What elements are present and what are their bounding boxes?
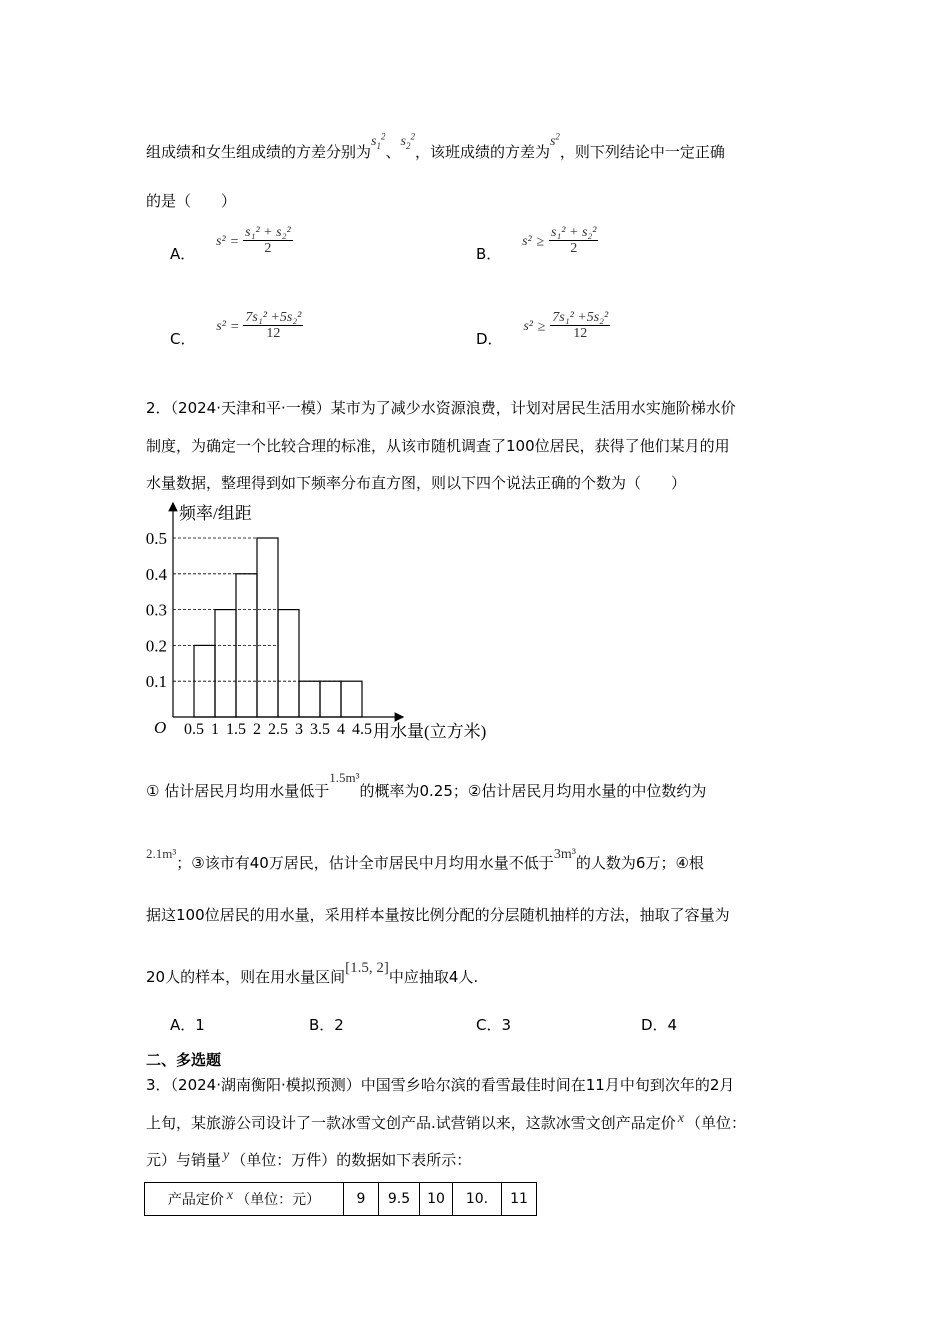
fraction-denominator: 2	[264, 241, 272, 257]
option-fraction	[550, 310, 610, 342]
statement-3-a: ；③该市有40万居民，估计全市居民中月均用水量不低于	[176, 854, 554, 872]
s1-squared: $s_1^2$	[371, 131, 386, 151]
fraction-denominator: 2	[570, 241, 578, 257]
fraction-numerator: s₁² + s₂²	[550, 225, 597, 240]
table-cell: 11	[502, 1183, 537, 1216]
q1-option-a[interactable]	[170, 225, 293, 264]
y-axis-label: 频率/组距	[179, 504, 252, 523]
s2-squared: $s_2^2$	[400, 131, 415, 151]
q2-statement-line1	[146, 770, 707, 801]
statement-1-b: 的概率为0.25；②估计居民月均用水量的中位数约为	[359, 782, 707, 800]
x-tick-label: 2.5	[268, 721, 288, 738]
q1-option-b[interactable]	[476, 225, 598, 264]
option-label: B．	[476, 245, 502, 264]
histogram-bar	[278, 610, 299, 717]
question-source: （2024·天津和平·一模）	[170, 399, 331, 417]
q2-line2: 制度，为确定一个比较合理的标准，从该市随机调查了100位居民，获得了他们某月的用	[146, 437, 730, 455]
q1-line1-a: 组成绩和女生组成绩的方差分别为	[146, 143, 372, 161]
option-label: A．	[170, 245, 196, 264]
q3-line3-a: 元）与销量	[146, 1151, 222, 1169]
q2-line1	[146, 397, 736, 418]
origin-label: O	[154, 718, 167, 737]
option-op: =	[230, 234, 239, 250]
statement-3-b: 的人数为6万；④根	[575, 854, 704, 872]
header-text-b: （单位：元）	[236, 1192, 321, 1208]
statement-4-a: 20人的样本，则在用水量区间	[146, 968, 346, 986]
table-cell: 10.	[453, 1183, 502, 1216]
y-tick-label: 0.1	[145, 672, 167, 692]
q2-statement-line4	[146, 960, 479, 987]
q1-line1-b: 、	[385, 143, 401, 161]
unit-1-5m3: 1.5m³	[329, 770, 360, 785]
option-op: ≥	[537, 319, 546, 335]
choice-a[interactable]: A．1	[170, 1016, 205, 1034]
q1-option-d[interactable]	[476, 310, 610, 349]
s-squared: $s^2$	[549, 131, 560, 149]
x-tick-label: 0.5	[184, 721, 204, 738]
q3-line3-b: （单位：万件）的数据如下表所示：	[231, 1151, 472, 1169]
y-tick-label: 0.4	[145, 564, 167, 584]
q2-line1-text: 某市为了减少水资源浪费，计划对居民生活用水实施阶梯水价	[330, 399, 736, 417]
option-fraction	[549, 225, 598, 257]
table-header-cell	[145, 1183, 344, 1216]
q1-line2: 的是（ ）	[146, 192, 237, 210]
x-tick-label: 3.5	[310, 721, 330, 738]
median-value: 2.1m³	[146, 846, 177, 861]
statement-1-a: ① 估计居民月均用水量低于	[146, 782, 330, 800]
section-title: 二、多选题	[146, 1051, 222, 1069]
table-cell: 9.5	[379, 1183, 420, 1216]
histogram-bar	[341, 681, 362, 717]
histogram-bar	[299, 681, 320, 717]
q1-line1	[146, 131, 725, 163]
unit-3m3: 3m³	[553, 847, 576, 862]
option-label: D．	[476, 330, 503, 349]
fraction-denominator: 12	[266, 326, 281, 342]
q2-statement-line2	[146, 846, 704, 873]
q1-line1-d: ，则下列结论中一定正确	[559, 143, 725, 161]
question-number: 2．	[146, 399, 171, 417]
y-tick-label: 0.2	[145, 636, 167, 656]
histogram-bar	[215, 610, 236, 717]
table-cell: 10	[420, 1183, 453, 1216]
fraction-numerator: 7s₁² +5s₂²	[552, 310, 609, 325]
option-lhs: s²	[522, 234, 532, 250]
option-fraction	[243, 310, 303, 342]
choice-c[interactable]: C．3	[476, 1016, 512, 1034]
option-label: C．	[170, 330, 196, 349]
x-tick-label: 3	[295, 721, 303, 738]
fraction-denominator: 12	[573, 326, 588, 342]
option-op: ≥	[536, 234, 545, 250]
x-axis-label: 用水量(立方米)	[373, 722, 487, 741]
choice-b[interactable]: B．2	[309, 1016, 344, 1034]
option-lhs: s²	[216, 319, 226, 335]
choice-d[interactable]: D．4	[641, 1016, 678, 1034]
q2-statement-line3: 据这100位居民的用水量，采用样本量按比例分配的分层随机抽样的方法，抽取了容量为	[146, 906, 730, 924]
x-tick-label: 2	[253, 721, 261, 738]
option-lhs: s²	[216, 234, 226, 250]
q3-line2-a: 上旬，某旅游公司设计了一款冰雪文创产品.试营销以来，这款冰雪文创产品定价	[146, 1114, 676, 1132]
fraction-numerator: 7s₁² +5s₂²	[245, 310, 302, 325]
table-cell: 9	[344, 1183, 379, 1216]
y-tick-label: 0.5	[145, 529, 167, 548]
statement-4-b: 中应抽取4人.	[388, 968, 479, 986]
fraction-numerator: s₁² + s₂²	[245, 225, 291, 240]
histogram-bar	[257, 538, 278, 717]
option-fraction	[243, 225, 292, 257]
y-tick-label: 0.3	[145, 600, 167, 620]
x-tick-label: 1	[211, 721, 219, 738]
interval: [1.5, 2]	[345, 960, 389, 976]
var-x: x	[677, 1111, 684, 1126]
var-y: y	[223, 1148, 230, 1163]
header-text-a: 产品定价	[167, 1192, 224, 1208]
q2-line3: 水量数据，整理得到如下频率分布直方图，则以下四个说法正确的个数为（ ）	[146, 474, 687, 492]
option-op: =	[230, 319, 239, 335]
histogram-bar	[320, 681, 341, 717]
price-table	[144, 1182, 537, 1216]
q1-line1-c: ，该班成绩的方差为	[414, 143, 550, 161]
q3-line3	[146, 1149, 471, 1170]
q1-option-c[interactable]	[170, 310, 303, 349]
frequency-histogram	[135, 495, 515, 750]
q3-line1: 3．（2024·湖南衡阳·模拟预测）中国雪乡哈尔滨的看雪最佳时间在11月中旬到次年的2月	[146, 1076, 735, 1094]
header-var: x	[226, 1188, 234, 1203]
x-tick-label: 1.5	[226, 721, 246, 738]
x-tick-label: 4	[337, 721, 345, 738]
q3-line2-b: （单位：	[686, 1114, 747, 1132]
table-row	[145, 1183, 537, 1216]
x-tick-label: 4.5	[352, 721, 372, 738]
q3-line2	[146, 1112, 746, 1133]
option-lhs: s²	[523, 319, 533, 335]
